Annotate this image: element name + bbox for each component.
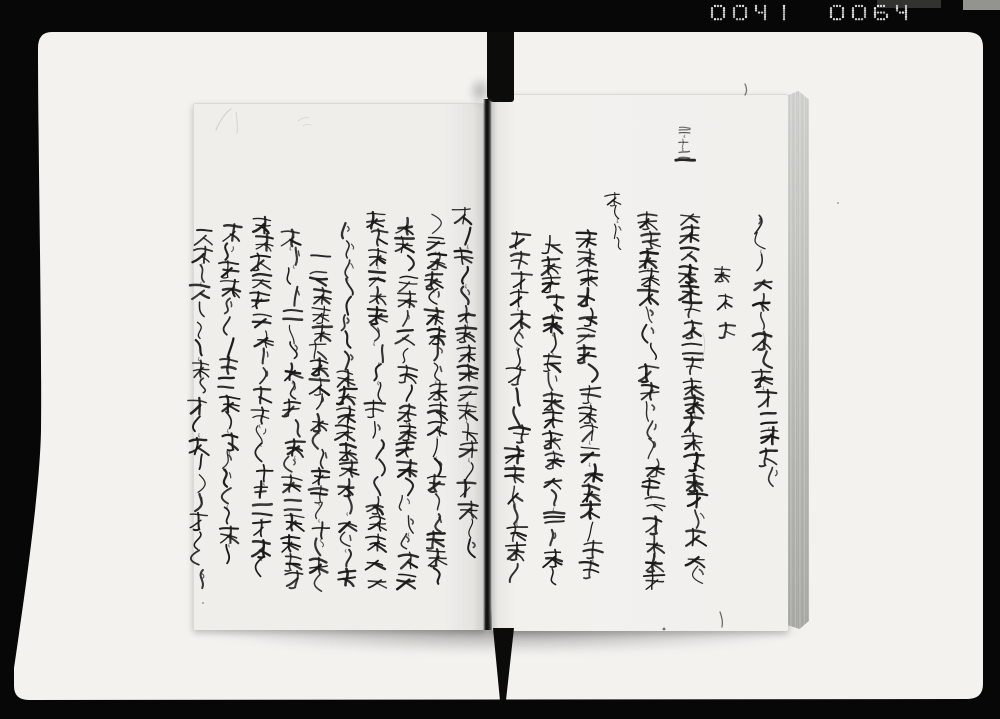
gutter-shadow-line (483, 99, 492, 630)
right-page (492, 94, 788, 631)
frame-counter-right (804, 2, 867, 24)
film-notch-light (963, 0, 1000, 10)
left-page (193, 103, 485, 630)
frame-counter (711, 2, 941, 24)
frame-counter-left (711, 2, 774, 24)
gutter-bottom-wedge (493, 628, 514, 700)
gutter-top-tab (487, 32, 514, 102)
page-edge-stack (788, 91, 809, 629)
